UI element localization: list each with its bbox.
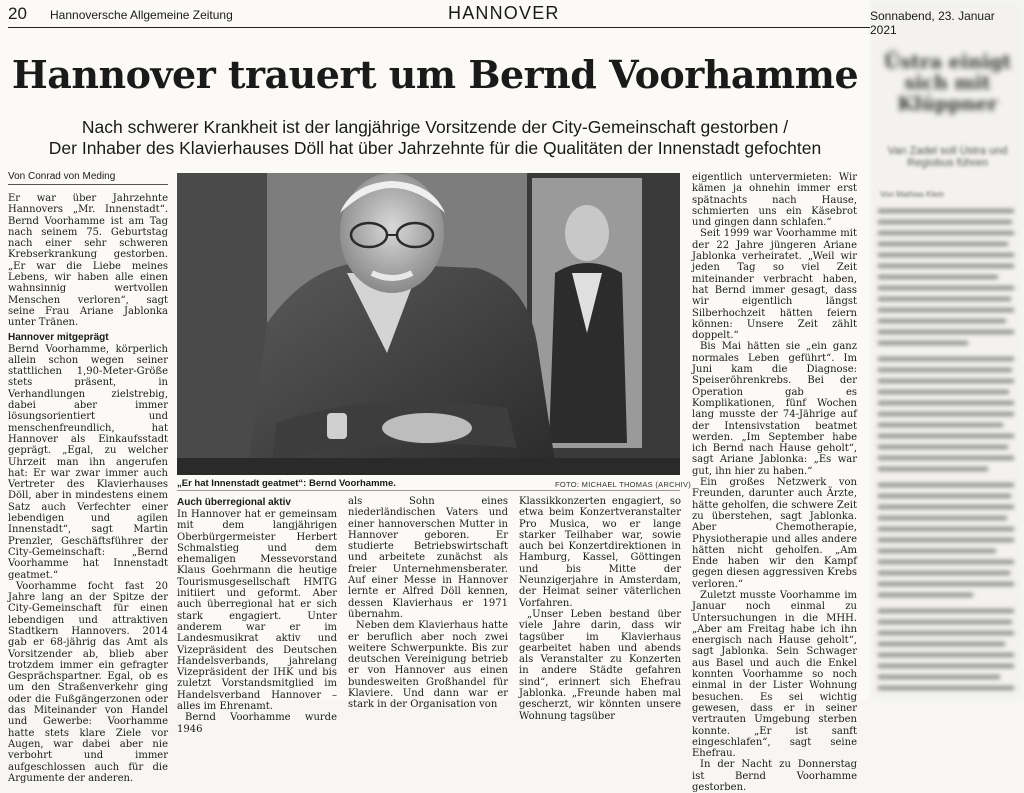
paragraph: Bis Mai hätten sie „ein ganz normales Leben geführt“. Im Juni kam die Diagnose: Speiseröhrenkrebs. Bei der Operation gab es Komplikationen, fünf Wochen lang musste der 74-Jährige auf der Intensivstation beatmet werden. „Im September habe ich Bernd nach Hause geholt“, sagt Ariane Jablonka: „Es war gut, ihn hier zu haben.“ — [692, 341, 857, 477]
article-column-3 — [348, 496, 508, 711]
paragraph: Seit 1999 war Voorhamme mit der 22 Jahre jüngeren Ariane Jablonka verheiratet. „Weil wir jeden Tag so viel Zeit miteinander verbracht haben, hat Bernd immer gesagt, dass wir eigentlich längst Silberhochzeit hätten feiern können: Unsere Zeit zählt doppelt.“ — [692, 228, 857, 342]
newspaper-name: Hannoversche Allgemeine Zeitung — [50, 8, 233, 22]
adjacent-byline: Von Mathias Klein — [880, 190, 945, 199]
paragraph: Ein großes Netzwerk von Freunden, darunter auch Ärzte, hätte geholfen, die schwere Zeit zu überstehen, sagt Jablonka. Aber Chemotherapie, Physiotherapie und alles andere hätten nicht geholfen. „Am Ende haben wir den Kampf gegen diesen aggressiven Krebs verloren.“ — [692, 477, 857, 590]
adjacent-body-text — [878, 205, 1016, 695]
adjacent-subheadline: Van Zadel soll Üstra und Regiobus führen — [887, 145, 1008, 169]
caption-rule — [177, 490, 680, 491]
photo-caption: „Er hat Innenstadt geatmet“: Bernd Voorhamme. — [177, 478, 396, 489]
article-column-1 — [8, 193, 168, 784]
portrait-photo — [177, 173, 680, 475]
article-headline: Hannover trauert um Bernd Voorhamme — [11, 52, 859, 97]
header-rule — [8, 27, 870, 28]
paragraph: In der Nacht zu Donnerstag ist Bernd Voorhamme gestorben. — [692, 759, 857, 793]
section-title: HANNOVER — [448, 3, 560, 23]
paragraph: eigentlich untervermieten: Wir kämen ja ohnehin immer erst spätnachts nach Hause, schmierten uns ein Käsebrot und gingen dann schlafen.“ — [692, 172, 857, 229]
adjacent-headline: Üstra einigt sich mit Klüppner — [883, 51, 1012, 115]
subheading: Hannover mitgeprägt — [8, 331, 109, 343]
adjacent-text-lines — [878, 205, 1016, 695]
paragraph: Voorhamme focht fast 20 Jahre lang an der Spitze der City-Gemeinschaft für einen lebendigen und attraktiven Stadtkern Hannovers. 2014 gab er 68-jährig das Amt als Vorsitzender ab, blieb aber trotzdem immer ein gefragter Gesprächspartner. Egal, ob es um den Straßenverkehr ging oder die Fußgängerzonen oder das Miteinander von Handel und Gewerbe: Voorhamme hatte stets klare Ziele vor Augen, war dabei aber nie verbohrt und immer aufgeschlossen auch für die Argumente der anderen. — [8, 580, 168, 784]
article-subheadline-2: Der Inhaber des Klavierhauses Döll hat über Jahrzehnte für die Qualitäten der Innenstadt gefochten — [48, 138, 822, 158]
article-byline: Von Conrad von Meding — [8, 171, 116, 182]
subheading: Auch überregional aktiv — [177, 497, 291, 508]
paragraph: Zuletzt musste Voorhamme im Januar noch einmal zu Untersuchungen in die MHH. „Aber am Freitag habe ich ihn energisch nach Hause geholt“, sagt Jablonka. Sein Schwager aus Basel und auch die Enkel konnten Voorhamme so noch einmal in der Lister Wohnung besuchen. Es sei wichtig gewesen, dass er in seiner vertrauten Umgebung sterben konnte. „Er ist sanft eingeschlafen“, sagt seine Ehefrau. — [692, 589, 857, 760]
page-number: 20 — [8, 4, 27, 23]
issue-date: Sonnabend, 23. Januar 2021 — [870, 9, 995, 37]
paragraph: Bernd Voorhamme, körperlich allein schon wegen seiner stattlichen 1,90-Meter-Größe stets präsent, in Verhandlungen zielstrebig, dabei aber immer lösungsorientiert und menschenfreundlich, hat Hannover als Einkaufsstadt geprägt. „Egal, zu welcher Uhrzeit man ihn angerufen hat: Er war zwar immer auch Vertreter des Klavierhauses Döll, aber in mindestens einem Satz auch Verfechter einer lebendigen und agilen Innenstadt“, sagt Martin Prenzler, Geschäftsführer der City-Gemeinschaft: „Bernd Voorhamme hat Innenstadt geatmet.“ — [8, 343, 168, 581]
photo-credit: FOTO: MICHAEL THOMAS (ARCHIV) — [555, 480, 692, 489]
paragraph: „Unser Leben bestand über viele Jahre darin, dass wir tagsüber im Klavierhaus gearbeitet haben und abends als Veranstalter zu Konzerten in andere Städte gefahren sind“, erinnert sich Ehefrau Jablonka. „Freunde haben mal gescherzt, wir könnten unsere Wohnung tagsüber — [519, 608, 681, 722]
byline-rule — [8, 184, 168, 185]
paragraph: Er war über Jahrzehnte Hannovers „Mr. Innenstadt“. Bernd Voorhamme ist am Tag nach seinem 75. Geburtstag nach einer sehr schweren Krebserkrankung gestorben. „Er war die Liebe meines Lebens, wir haben alle einen wahnsinnig wertvollen Menschen verloren“, sagt seine Frau Ariane Jablonka unter Tränen. — [8, 193, 168, 329]
article-subheadline-1: Nach schwerer Krankheit ist der langjährige Vorsitzende der City-Gemeinschaft gestorben / — [81, 117, 789, 137]
photo-illustration — [177, 173, 680, 475]
paragraph: Neben dem Klavierhaus hatte er beruflich aber noch zwei weitere Schwerpunkte. Bis zur deutschen Vereinigung betrieb er von Hannover aus einen bundesweiten Großhandel für Klaviere. Und dann war er stark in der Organisation von — [348, 620, 508, 711]
paragraph: Klassikkonzerten engagiert, so etwa beim Konzertveranstalter Pro Musica, wo er lange starker Teilhaber war, sowie auch bei Konzertdirektionen in Hamburg, Kassel, Göttingen und bis Mitte der Neunzigerjahre in Amsterdam, der Heimat seiner väterlichen Vorfahren. — [519, 496, 681, 609]
article-column-4 — [519, 496, 681, 722]
paragraph: Bernd Voorhamme wurde 1946 — [177, 712, 337, 735]
paragraph: In Hannover hat er gemeinsam mit dem langjährigen Oberbürgermeister Herbert Schmalstieg und dem ehemaligen Messevorstand Klaus Goehrmann die heutige Tourismusgesellschaft HMTG initiiert und geformt. Aber auch überregional hat er sich stark engagiert. Unter anderem war er im Landesmusikrat aktiv und Vizepräsident des Deutschen Handelsverbands, jahrelang Vizepräsident der IHK und bis zuletzt Vorstandsmitglied im Handelsverband Hannover – alles im Ehrenamt. — [177, 509, 337, 713]
article-column-2 — [177, 494, 337, 735]
paragraph: als Sohn eines niederländischen Vaters und einer hannoverschen Mutter in Hannover geboren. Er studierte Betriebswirtschaft und arbeitete zunächst als freier Unternehmensberater. Auf einer Messe in Hannover lernte er Alfred Döll kennen, dessen Klavierhaus er 1971 übernahm. — [348, 496, 508, 620]
